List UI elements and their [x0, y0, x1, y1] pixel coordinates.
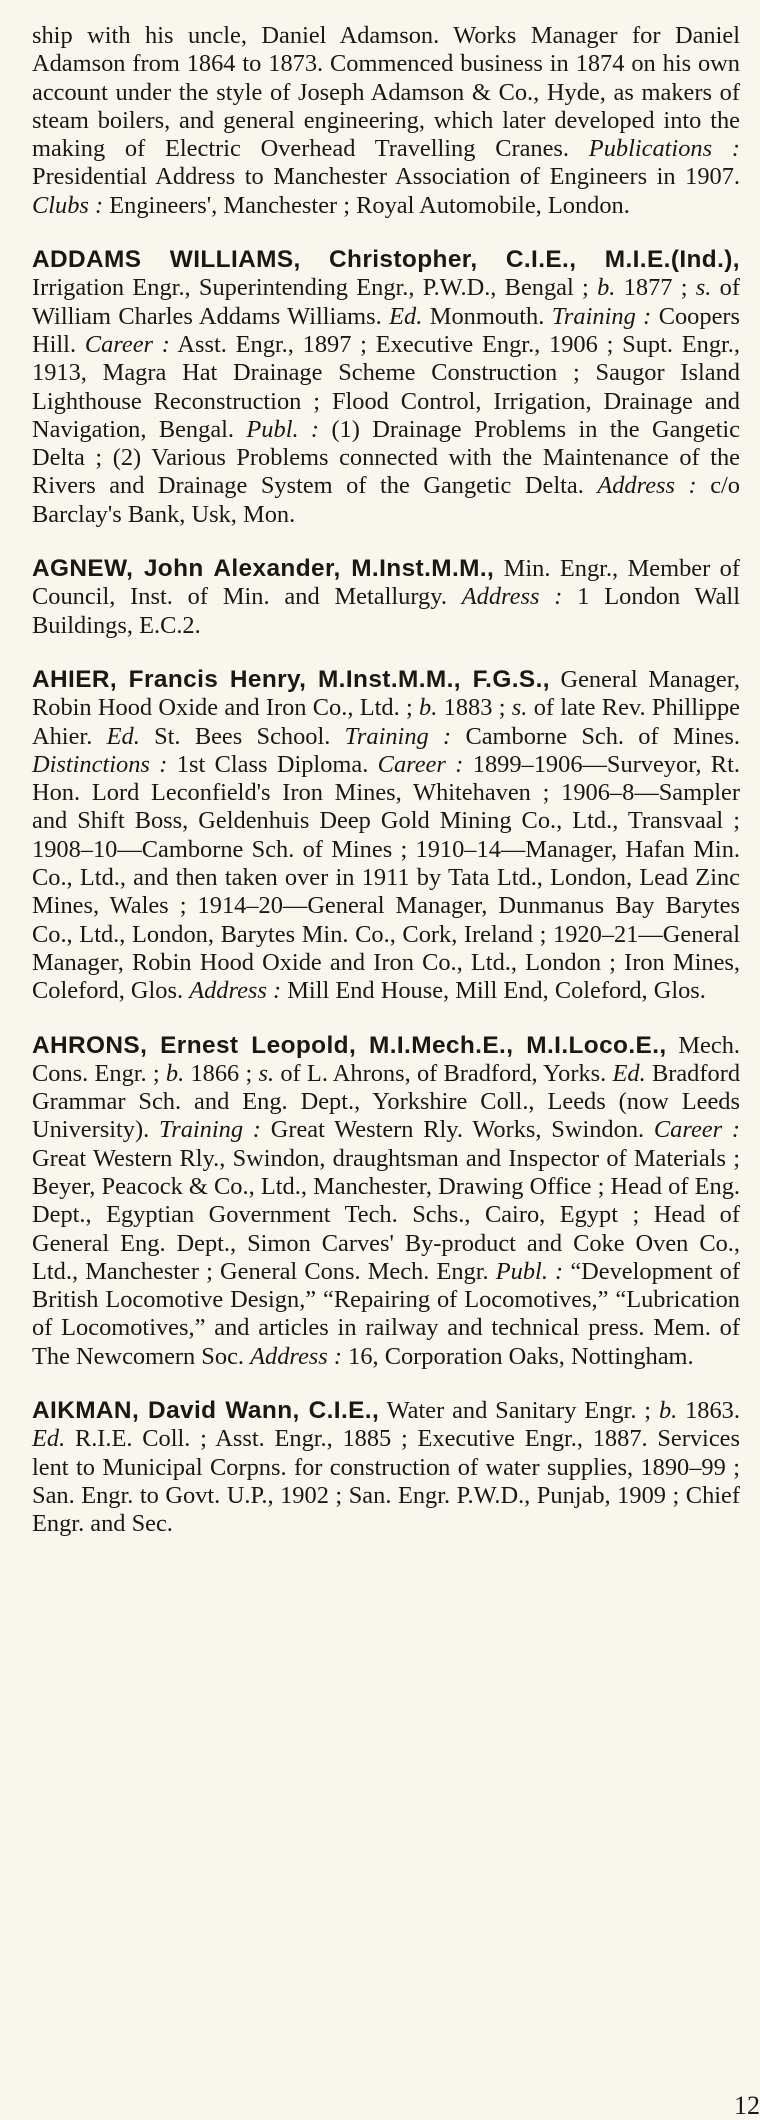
entry-text: Monmouth.: [429, 302, 545, 330]
entry-text: Irrigation Engr., Superintending Engr., P.W.D., Bengal ;: [32, 274, 589, 302]
education-label: Ed.: [612, 1059, 646, 1087]
education-label: Ed.: [32, 1425, 66, 1453]
entry-text: 1877 ;: [623, 274, 688, 302]
page-number: 12: [734, 2091, 760, 2120]
entry-agnew: [32, 555, 740, 640]
entry-text: Camborne Sch. of Mines.: [465, 722, 740, 750]
distinctions-label: Distinctions :: [32, 750, 168, 778]
entry-text: Engineers', Manchester ; Royal Automobile, London.: [109, 191, 630, 219]
entry-text: of late Rev. Phillippe Ahier.: [32, 694, 740, 750]
entry-text: St. Bees School.: [154, 722, 331, 750]
entry-ahrons: [32, 1032, 740, 1372]
entry-text: ship with his uncle, Daniel Adamson. Works Manager for Daniel Adamson from 1864 to 1873. Commenced business in 1874 on his own account under the style of Joseph Adamson & Co., Hyde, as makers of steam boilers, and general engineering, which later developed into the making of Electric Overhead Travelling Cranes.: [32, 22, 740, 163]
entry-addams-williams: [32, 246, 740, 529]
entry-text: Mech. Cons. Engr. ;: [32, 1031, 740, 1087]
entry-text: Water and Sanitary Engr. ;: [386, 1397, 652, 1425]
education-label: Ed.: [106, 722, 140, 750]
entry-text: 1863.: [685, 1397, 740, 1425]
entry-heading: AHRONS, Ernest Leopold, M.I.Mech.E., M.I.Loco.E.,: [32, 1031, 667, 1059]
entry-text: 1899–1906—Surveyor, Rt. Hon. Lord Leconfield's Iron Mines, Whitehaven ; 1906–8—Sampler and Shift Boss, Geldenhuis Deep Gold Mining Co., Ltd., Transvaal ; 1908–10—Camborne Sch. of Mines ; 1910–14—Manager, Hafan Min. Co., Ltd., and then taken over in 1911 by Tata Ltd., London, Lead Zinc Mines, Wales ; 1914–20—General Manager, Dunmanus Bay Barytes Co., Ltd., London, Barytes Min. Co., Cork, Ireland ; 1920–21—General Manager, Robin Hood Oxide and Iron Co., Ltd., London ; Iron Mines, Coleford, Glos.: [32, 750, 740, 1005]
continued-entry: [32, 22, 740, 220]
page-body: [32, 22, 740, 1539]
address-label: Address :: [461, 583, 563, 611]
entry-text: Mill End House, Mill End, Coleford, Glos.: [287, 977, 706, 1005]
training-label: Training :: [158, 1116, 261, 1144]
entry-text: 16, Corporation Oaks, Nottingham.: [348, 1342, 694, 1370]
entry-heading: ADDAMS WILLIAMS, Christopher, C.I.E., M.I.E.(Ind.),: [32, 246, 740, 274]
born-label: b.: [597, 274, 616, 302]
entry-heading: AHIER, Francis Henry, M.Inst.M.M., F.G.S.,: [32, 665, 550, 693]
born-label: b.: [165, 1059, 185, 1087]
entry-text: of L. Ahrons, of Bradford, Yorks.: [280, 1059, 607, 1087]
entry-text: 1 London Wall Buildings, E.C.2.: [32, 583, 740, 639]
son-label: s.: [695, 274, 712, 302]
clubs-label: Clubs :: [32, 191, 104, 219]
training-label: Training :: [344, 722, 452, 750]
entry-text: Great Western Rly. Works, Swindon.: [270, 1116, 645, 1144]
entry-text: Presidential Address to Manchester Association of Engineers in 1907.: [32, 163, 740, 191]
address-label: Address :: [597, 472, 697, 500]
training-label: Training :: [551, 302, 652, 330]
publications-label: Publ. :: [495, 1257, 564, 1285]
entry-aikman: [32, 1397, 740, 1538]
entry-text: (1) Drainage Problems in the Gangetic Delta ; (2) Various Problems connected with the Maintenance of the Rivers and Drainage System of the Gangetic Delta.: [32, 415, 741, 500]
career-label: Career :: [653, 1116, 740, 1144]
publications-label: Publications :: [588, 135, 740, 163]
entry-text: Bradford Grammar Sch. and Eng. Dept., Yorkshire Coll., Leeds (now Leeds University).: [32, 1059, 741, 1144]
entry-text: Great Western Rly., Swindon, draughtsman and Inspector of Materials ; Beyer, Peacock & Co., Ltd., Manchester, Drawing Office ; Head of Eng. Dept., Egyptian Government Tech. Schs., Cairo, Egypt ; Head of General Eng. Dept., Simon Carves' By-product and Coke Oven Co., Ltd., Manchester ; General Cons. Mech. Engr.: [32, 1144, 740, 1285]
entry-text: Min. Engr., Member of Council, Inst. of Min. and Metallurgy.: [32, 555, 740, 611]
entry-text: c/o Barclay's Bank, Usk, Mon.: [32, 472, 740, 528]
address-label: Address :: [189, 977, 282, 1005]
entry-heading: AGNEW, John Alexander, M.Inst.M.M.,: [32, 555, 495, 583]
entry-text: General Manager, Robin Hood Oxide and Iron Co., Ltd. ;: [32, 665, 740, 722]
entry-text: R.I.E. Coll. ; Asst. Engr., 1885 ; Executive Engr., 1887. Services lent to Municipal Corpns. for construction of water supplies, 1890–99 ; San. Engr. to Govt. U.P., 1902 ; San. Engr. P.W.D., Punjab, 1909 ; Chief Engr. and Sec.: [32, 1425, 740, 1538]
entry-heading: AIKMAN, David Wann, C.I.E.,: [32, 1397, 380, 1425]
entry-text: of William Charles Addams Williams.: [32, 274, 740, 330]
career-label: Career :: [84, 330, 170, 358]
entry-text: 1st Class Diploma.: [176, 750, 369, 778]
son-label: s.: [511, 694, 528, 722]
born-label: b.: [658, 1397, 678, 1425]
son-label: s.: [258, 1059, 275, 1087]
entry-ahier: [32, 666, 740, 1006]
publications-label: Publ. :: [246, 415, 320, 443]
entry-text: Coopers Hill.: [32, 302, 741, 358]
address-label: Address :: [250, 1342, 343, 1370]
education-label: Ed.: [389, 302, 423, 330]
born-label: b.: [419, 694, 438, 722]
entry-text: 1883 ;: [443, 694, 506, 722]
entry-text: 1866 ;: [190, 1059, 253, 1087]
career-label: Career :: [377, 750, 464, 778]
entry-text: Asst. Engr., 1897 ; Executive Engr., 1906 ; Supt. Engr., 1913, Magra Hat Drainage Scheme Construction ; Saugor Island Lighthouse Reconstruction ; Flood Control, Irrigation, Drainage and Navigation, Bengal.: [32, 330, 740, 443]
entry-text: “Development of British Locomotive Design,” “Repairing of Locomotives,” “Lubrication of Locomotives,” and articles in railway and technical press. Mem. of The Newcomern Soc.: [32, 1257, 740, 1370]
